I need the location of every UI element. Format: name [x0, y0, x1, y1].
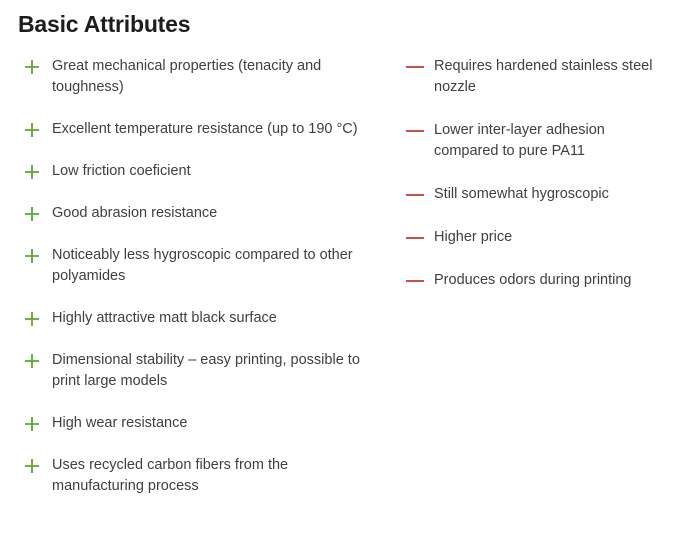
- list-item: [404, 184, 686, 205]
- minus-icon: [404, 271, 434, 291]
- list-item-label: Noticeably less hygroscopic compared to other polyamides: [52, 247, 353, 284]
- plus-icon: [22, 456, 52, 476]
- cons-column: [404, 56, 686, 518]
- list-item-label: Produces odors during printing: [434, 272, 632, 288]
- list-item: [22, 203, 404, 224]
- list-item-label: Good abrasion resistance: [52, 205, 218, 221]
- list-item: [22, 455, 404, 497]
- list-item-label: Higher price: [434, 229, 513, 245]
- list-item-label: Low friction coeficient: [52, 163, 191, 179]
- list-item-label: Requires hardened stainless steel nozzle: [434, 58, 653, 95]
- plus-icon: [22, 351, 52, 371]
- list-item-label: Excellent temperature resistance (up to 190 °C): [52, 121, 358, 137]
- list-item-label: High wear resistance: [52, 415, 188, 431]
- list-item: [22, 350, 404, 392]
- plus-icon: [22, 120, 52, 140]
- list-item-label: Uses recycled carbon fibers from the manufacturing process: [52, 457, 289, 494]
- minus-icon: [404, 121, 434, 141]
- list-item: [404, 120, 686, 162]
- plus-icon: [22, 204, 52, 224]
- list-item-label: Lower inter-layer adhesion compared to pure PA11: [434, 122, 605, 159]
- list-item: [404, 56, 686, 98]
- list-item: [22, 119, 404, 140]
- minus-icon: [404, 185, 434, 205]
- list-item-label: Highly attractive matt black surface: [52, 310, 277, 326]
- plus-icon: [22, 57, 52, 77]
- cons-list: [404, 56, 686, 291]
- list-item: [404, 227, 686, 248]
- page-title: Basic Attributes: [18, 11, 191, 37]
- list-item: [22, 161, 404, 182]
- attributes-columns: [0, 38, 686, 518]
- plus-icon: [22, 162, 52, 182]
- pros-column: [0, 56, 404, 518]
- minus-icon: [404, 57, 434, 77]
- list-item: [22, 245, 404, 287]
- list-item: [22, 413, 404, 434]
- minus-icon: [404, 228, 434, 248]
- list-item-label: Great mechanical properties (tenacity and toughness): [52, 58, 322, 95]
- list-item: [22, 56, 404, 98]
- plus-icon: [22, 309, 52, 329]
- pros-list: [22, 56, 404, 497]
- list-item-label: Still somewhat hygroscopic: [434, 186, 609, 202]
- list-item-label: Dimensional stability – easy printing, possible to print large models: [52, 352, 360, 389]
- list-item: [22, 308, 404, 329]
- plus-icon: [22, 246, 52, 266]
- list-item: [404, 270, 686, 291]
- plus-icon: [22, 414, 52, 434]
